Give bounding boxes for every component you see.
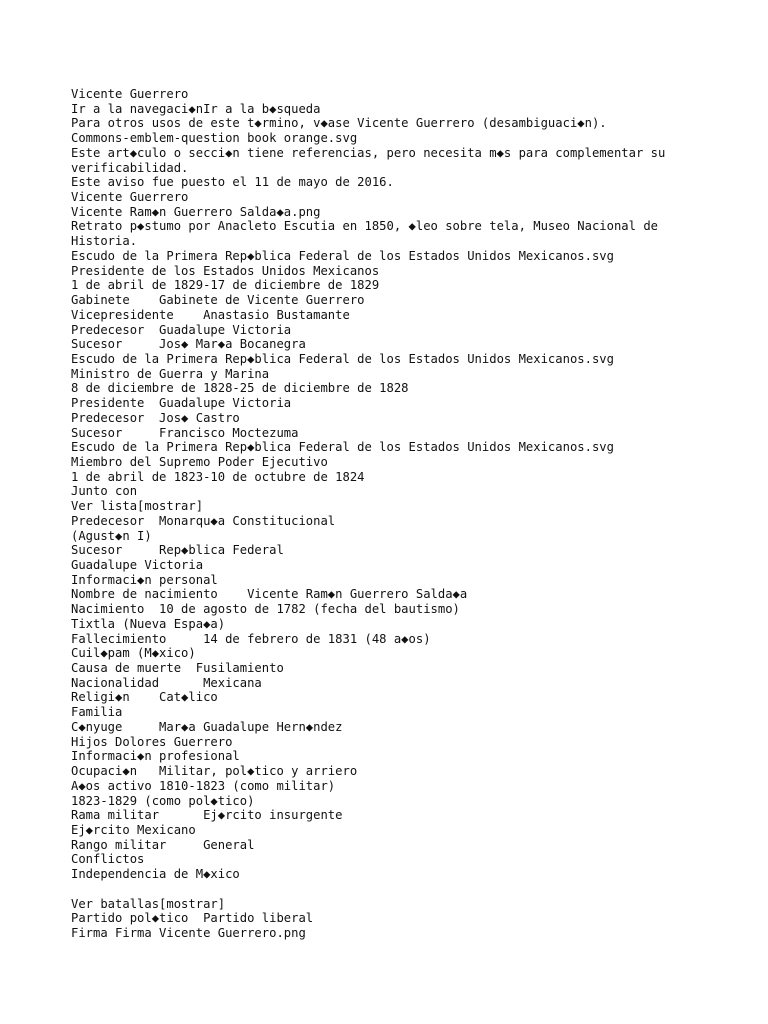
document-text-line: Sucesor Jos◆ Mar◆a Bocanegra [71, 337, 306, 352]
document-text-line: Junto con [71, 484, 138, 499]
document-text-line: Causa de muerte Fusilamiento [71, 661, 284, 676]
document-text-line: Retrato p◆stumo por Anacleto Escutia en 1850, ◆leo sobre tela, Museo Nacional de [71, 219, 658, 234]
document-text-line: 1 de abril de 1823-10 de octubre de 1824 [71, 469, 365, 484]
document-text-line: Nacimiento 10 de agosto de 1782 (fecha del bautismo) [71, 602, 460, 617]
document-text-line: Firma Firma Vicente Guerrero.png [71, 925, 306, 940]
document-text-line: Nombre de nacimiento Vicente Ram◆n Guerrero Salda◆a [71, 587, 468, 602]
document-text-line: Sucesor Francisco Moctezuma [71, 425, 299, 440]
document-text-line: Commons-emblem-question book orange.svg [71, 131, 358, 146]
document-text-line: Ver batallas[mostrar] [71, 896, 226, 911]
document-text-line: Vicente Guerrero [71, 87, 189, 101]
document-text-line: Rango militar General [71, 837, 255, 852]
document-text-line: Escudo de la Primera Rep◆blica Federal de los Estados Unidos Mexicanos.svg [71, 440, 614, 455]
document-text-line: 8 de diciembre de 1828-25 de diciembre de 1828 [71, 381, 409, 396]
document-text-line: 1823-1829 (como pol◆tico) [71, 793, 255, 808]
document-text-line: A◆os activo 1810-1823 (como militar) [71, 778, 336, 793]
document-text-line: Familia [71, 705, 123, 720]
document-text-line: Predecesor Jos◆ Castro [71, 410, 240, 425]
document-text-line: Gabinete Gabinete de Vicente Guerrero [71, 293, 365, 308]
document-text-line: Ver lista[mostrar] [71, 499, 204, 514]
document-text-line: Nacionalidad Mexicana [71, 675, 262, 690]
document-text-line: Escudo de la Primera Rep◆blica Federal de los Estados Unidos Mexicanos.svg [71, 351, 614, 366]
document-text-line: Escudo de la Primera Rep◆blica Federal de los Estados Unidos Mexicanos.svg [71, 248, 614, 263]
document-text-line: Ej◆rcito Mexicano [71, 822, 196, 837]
document-text-line: (Agust◆n I) [71, 528, 152, 543]
document-text-line: Historia. [71, 234, 138, 249]
document-text-line: C◆nyuge Mar◆a Guadalupe Hern◆ndez [71, 719, 343, 734]
document-text-line: Partido pol◆tico Partido liberal [71, 911, 314, 926]
document-text-line: Informaci◆n personal [71, 572, 218, 587]
document-text-line: Rama militar Ej◆rcito insurgente [71, 808, 343, 823]
document-text-line: Vicente Ram◆n Guerrero Salda◆a.png [71, 204, 321, 219]
document-text-line: Este aviso fue puesto el 11 de mayo de 2016. [71, 175, 394, 190]
document-text-line: Independencia de M◆xico [71, 867, 240, 882]
document-text-line: Ocupaci◆n Militar, pol◆tico y arriero [71, 764, 358, 779]
document-text-line: Tixtla (Nueva Espa◆a) [71, 616, 226, 631]
document-text-line: Presidente de los Estados Unidos Mexicanos [71, 263, 380, 278]
document-text-line: 1 de abril de 1829-17 de diciembre de 1829 [71, 278, 380, 293]
document-text-line: Conflictos [71, 852, 145, 867]
document-text-line: Guadalupe Victoria [71, 558, 204, 572]
document-text-line: Religi◆n Cat◆lico [71, 690, 218, 705]
document-text-line: Predecesor Guadalupe Victoria [71, 322, 292, 337]
document-text-line: Presidente Guadalupe Victoria [71, 396, 292, 411]
document-text-line: Para otros usos de este t◆rmino, v◆ase Vicente Guerrero (desambiguaci◆n). [71, 116, 607, 131]
document-text-line: Fallecimiento 14 de febrero de 1831 (48 a◆os) [71, 631, 431, 646]
document-text-line: verificabilidad. [71, 160, 189, 175]
document-page [71, 87, 701, 941]
document-text-line: Cuil◆pam (M◆xico) [71, 646, 196, 661]
document-text-line: Miembro del Supremo Poder Ejecutivo [71, 454, 328, 469]
document-text-line: Informaci◆n profesional [71, 749, 240, 764]
document-text-line: Predecesor Monarqu◆a Constitucional [71, 513, 336, 528]
document-text-line: Este art◆culo o secci◆n tiene referencias, pero necesita m◆s para complementar su [71, 145, 666, 160]
document-text-line: Sucesor Rep◆blica Federal [71, 543, 284, 558]
document-text-line: Ministro de Guerra y Marina [71, 366, 270, 381]
document-text-line [71, 882, 701, 897]
document-text-line: Hijos Dolores Guerrero [71, 734, 233, 749]
document-text-line: Vicepresidente Anastasio Bustamante [71, 307, 350, 322]
document-text-line: Vicente Guerrero [71, 190, 189, 205]
document-text-line: Ir a la navegaci◆nIr a la b◆squeda [71, 101, 321, 116]
